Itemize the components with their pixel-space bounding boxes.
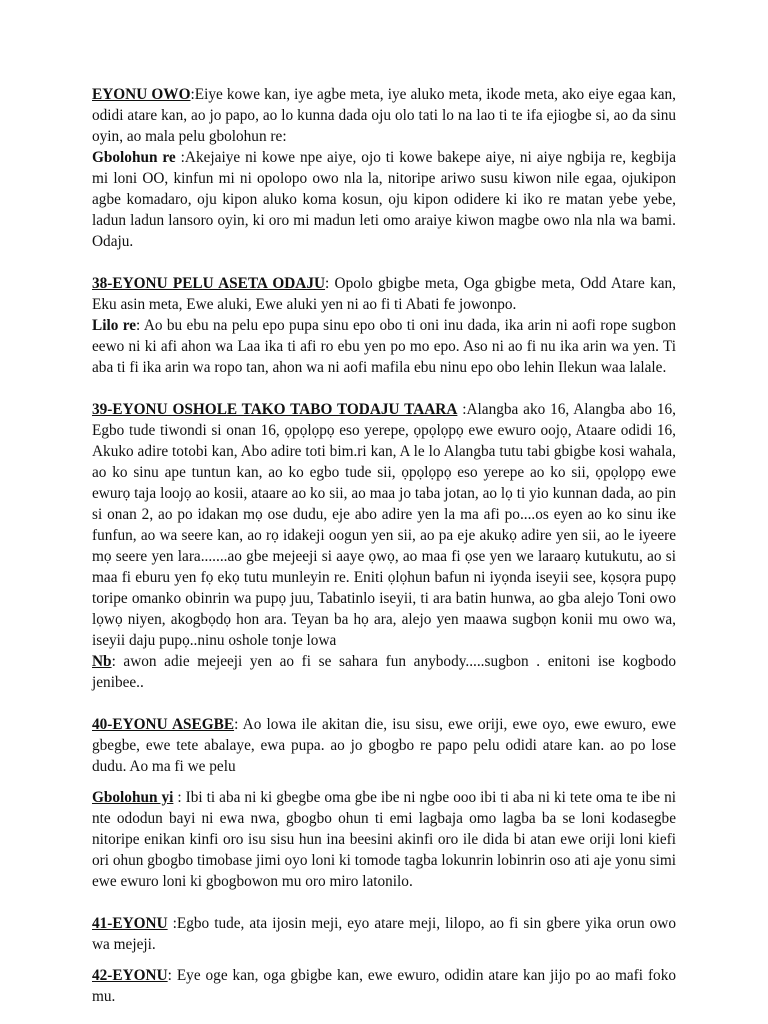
spacer <box>92 693 676 714</box>
section-title: 38-EYONU PELU ASETA ODAJU <box>92 275 326 292</box>
section-40 <box>92 714 676 777</box>
usage-body: : Ao bu ebu na pelu epo pupa sinu epo obo ti oni inu dada, ika arin ni aofi rope sugbon eewo ni ki afi ahon wa Laa ika ti afi ro ebu yen po mo epo. Aso ni ao fi nu ika arin wa yen. Ti aba ti fi ika arin wa ropo tan, ahon wa ni aofi mafila ebu ninu epo obo lehin Ilekun waa lalale. <box>92 317 676 376</box>
section-body: :Eiye kowe kan, iye agbe meta, iye aluko meta, ikode meta, ako eiye egaa kan, odidi atare kan, ao jo papo, ao lo kunna dada oju olo tati lo na lao ti te ifa ejiogbe si, ao da sinu oyin, ao mala pelu gbolohun re: <box>92 86 676 145</box>
incantation-label: Gbolohun yi <box>92 789 174 806</box>
note-label: Nb <box>92 653 112 670</box>
section-41 <box>92 913 676 955</box>
section-body: :Alangba ako 16, Alangba abo 16, Egbo tude tiwondi si onan 16, ọpọlọpọ eso yerepe, ọpọlọpọ ewe ewuro oojọ, Ataare odidi 16, Akuko adire totobi kan, Abo adire toti bim.ri kan, A le lo Alangba tutu tabi gbigbe kosi wahala, ao ko sinu ape tuntun kan, ao ko egbo tude sii, ọpọlọpọ eso yerepe ao ko sii, ọpọlọpọ ewe ewurọ taja loojọ ao kosii, ataare ao ko sii, ao maa jo taba jotan, ao lọ ti yio kunnan dada, ao pin si onan 2, ao po idakan mọ ose dudu, eje abo adire yen la ma afi po....os eyen ao ko sinu ike funfun, ao wa seere kan, ao rọ idakeji oogun yen sii, ao pa eje akukọ adire yen sii, ao le iyeere mọ seere yen lara.......ao gbe mejeeji si aaye ọwọ, ao maa fi ọse yen we laraarọ kutukutu, ao si maa fi eburu yen fọ ekọ tutu munleyin re. Eniti ọlọhun bafun ni iyọnda iseyii see, kọsọra pupọ toripe omanko obinrin wa pupọ juu, Tabatinlo iseyii, ti ara batin hunwa, ao gba alejo Toni owo lọwọ niyen, akogbọdọ hon ara. Teyan ba họ ara, alejo yen maawa sugbọn konii mu owo wa, iseyii daju pupọ..ninu oshole tonje lowa <box>92 401 676 649</box>
section-body: : Ao lowa ile akitan die, isu sisu, ewe oriji, ewe oyo, ewe ewuro, ewe gbegbe, ewe tete abalaye, ewa pupa. ao jo gbogbo re papo pelu odidi atare kan. ao po lose dudu. Ao ma fi we pelu <box>92 716 676 775</box>
section-title: 40-EYONU ASEGBE <box>92 716 235 733</box>
spacer <box>92 955 676 965</box>
incantation-label: Gbolohun re <box>92 149 176 166</box>
section-body: :Egbo tude, ata ijosin meji, eyo atare meji, lilopo, ao fi sin gbere yika orun owo wa mejeji. <box>92 915 676 953</box>
spacer <box>92 777 676 787</box>
section-39 <box>92 399 676 693</box>
section-title: EYONU OWO <box>92 86 191 103</box>
section-body: : Eye oge kan, oga gbigbe kan, ewe ewuro, odidin atare kan jijo po ao mafi foko mu. <box>92 967 676 1005</box>
incantation-body: : Ibi ti aba ni ki gbegbe oma gbe ibe ni ngbe ooo ibi ti aba ni ki tete oma te ibe ni nte ododun bayi ni ewa nwa, gbogbo ohun ti emi lagbaja omo lagba ba se loni kodasegbe nitoripe enikan kinfi oro isu sisu hun ina beesini akinfi oro ile dida bi atan ewe oriji loni kiefi ori ohun gbogbo timobase jimi oyo loni ki tomode tagba lokunrin lobinrin oso ati aje yonu simi ewe ewuro loni ki gbogbowon mu oro miro latonilo. <box>92 789 676 890</box>
spacer <box>92 252 676 273</box>
usage-label: Lilo re <box>92 317 137 334</box>
section-body: : Opolo gbigbe meta, Oga gbigbe meta, Odd Atare kan, Eku asin meta, Ewe aluki, Ewe aluki yen ni ao fi ti Abati fe jowonpo. <box>92 275 676 313</box>
section-42 <box>92 965 676 1007</box>
spacer <box>92 892 676 913</box>
section-40-incantation <box>92 787 676 892</box>
spacer <box>92 378 676 399</box>
section-eyonu-owo <box>92 84 676 252</box>
note-body: : awon adie mejeeji yen ao fi se sahara fun anybody.....sugbon . enitoni ise kogbodo jenibee.. <box>92 653 676 691</box>
section-title: 41-EYONU <box>92 915 168 932</box>
section-title: 42-EYONU <box>92 967 168 984</box>
section-title: 39-EYONU OSHOLE TAKO TABO TODAJU TAARA <box>92 401 458 418</box>
incantation-body: :Akejaiye ni kowe npe aiye, ojo ti kowe bakepe aiye, ni aiye ngbija re, kegbija mi loni OO, kinfun mi ni opolopo owo nla la, nitoripe ariwo susu kiwon nile egaa, ojukipon agbe komadaro, oju kipon aluko koma kosun, oju kipon odidere ki iko re matan yebe yebe, ladun ladun lansoro oyin, ki oro mi madun leti omo araiye kiwon magbe owo nla nla wa bami. Odaju. <box>92 149 676 250</box>
section-38 <box>92 273 676 378</box>
